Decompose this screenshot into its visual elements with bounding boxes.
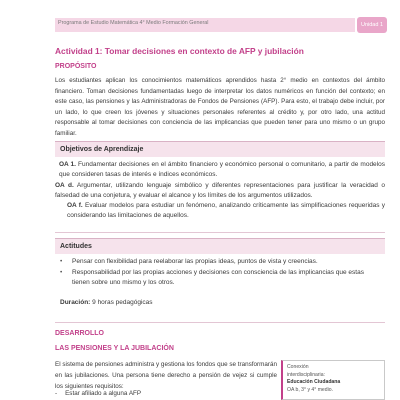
pensiones-heading: LAS PENSIONES Y LA JUBILACIÓN	[55, 345, 174, 352]
oa-text: Evaluar modelos para estudiar un fenómeno, analizando críticamente las simplificaciones requeridas y considerando las limitaciones de aquellos.	[67, 202, 385, 220]
section-divider	[55, 232, 385, 233]
oa-text: Argumentar, utilizando lenguaje simbólico y diferentes representaciones para justificar la veracidad o falsedad de una conjetura, y evaluar el alcance y los límites de los argumentos utilizados.	[55, 181, 386, 199]
oa-text: Fundamentar decisiones en el ámbito financiero y económico personal o comunitario, a partir de modelos que consideren tasas de interés e índices económicos.	[59, 161, 385, 179]
objetivos-list	[55, 160, 385, 222]
actitudes-heading: Actitudes	[55, 238, 385, 254]
desarrollo-heading: DESARROLLO	[55, 330, 104, 337]
program-title: Programa de Estudio Matemática 4° Medio Formación General	[58, 20, 209, 26]
requirement-item	[55, 390, 141, 397]
proposito-heading: PROPÓSITO	[55, 63, 97, 70]
activity-title: Actividad 1: Tomar decisiones en contexto de AFP y jubilación	[55, 46, 304, 56]
oa-code: OA f.	[67, 202, 83, 210]
actitud-item: • Responsabilidad por las propias acciones y decisiones con consciencia de las implicancias que estas tienen sobre uno mismo y los otros.	[60, 268, 382, 289]
section-divider	[55, 322, 385, 323]
requirement-text: Estar afiliado a alguna AFP	[65, 390, 142, 397]
proposito-paragraph: Los estudiantes aplican los conocimientos matemáticos aprendidos hasta 2° medio en contextos del ámbito financiero. Toman decisiones fundamentadas luego de interpretar los datos numéricos en función del contexto; en este caso, las pensiones y las Administradoras de Fondos de Pensiones (AFP). Para esto, el trabajo debe incluir, por un lado, lo que creen los jóvenes y situaciones personales referentes al crédito y, por otro lado, una actitud responsable al tomar decisiones con conciencia de las implicancias que pueden tener para uno mismo o un grupo familiar.	[55, 77, 385, 137]
sidebox-subject: Educación Ciudadana	[287, 379, 341, 385]
unit-badge: Unidad 1	[357, 17, 387, 33]
dash-marker: -	[55, 390, 58, 397]
duracion	[60, 299, 153, 306]
actitud-item: • Pensar con flexibilidad para reelaborar las propias ideas, puntos de vista y creencias.	[60, 257, 382, 268]
actitudes-list	[60, 257, 382, 289]
duracion-label: Duración:	[60, 299, 91, 306]
sidebox-line: Conexión	[287, 364, 309, 370]
page-header	[0, 0, 400, 38]
pensiones-paragraph: El sistema de pensiones administra y gestiona los fondos que se transformarán en las jubilaciones. Una persona tiene derecho a pensión de vejez si cumple los siguientes requisitos:	[55, 361, 277, 390]
oa-code: OA 1.	[59, 161, 76, 168]
interdisciplinary-connection-box	[281, 360, 385, 400]
oa-code: OA d.	[55, 181, 74, 189]
oa-item	[55, 160, 385, 181]
duracion-value: 9 horas pedagógicas	[90, 299, 153, 306]
objetivos-heading: Objetivos de Aprendizaje	[55, 141, 385, 157]
oa-item	[55, 181, 385, 202]
sidebox-line: OA b, 3° y 4° medio.	[287, 386, 333, 393]
sidebox-line: interdisciplinaria:	[287, 371, 325, 378]
oa-item	[55, 201, 385, 222]
